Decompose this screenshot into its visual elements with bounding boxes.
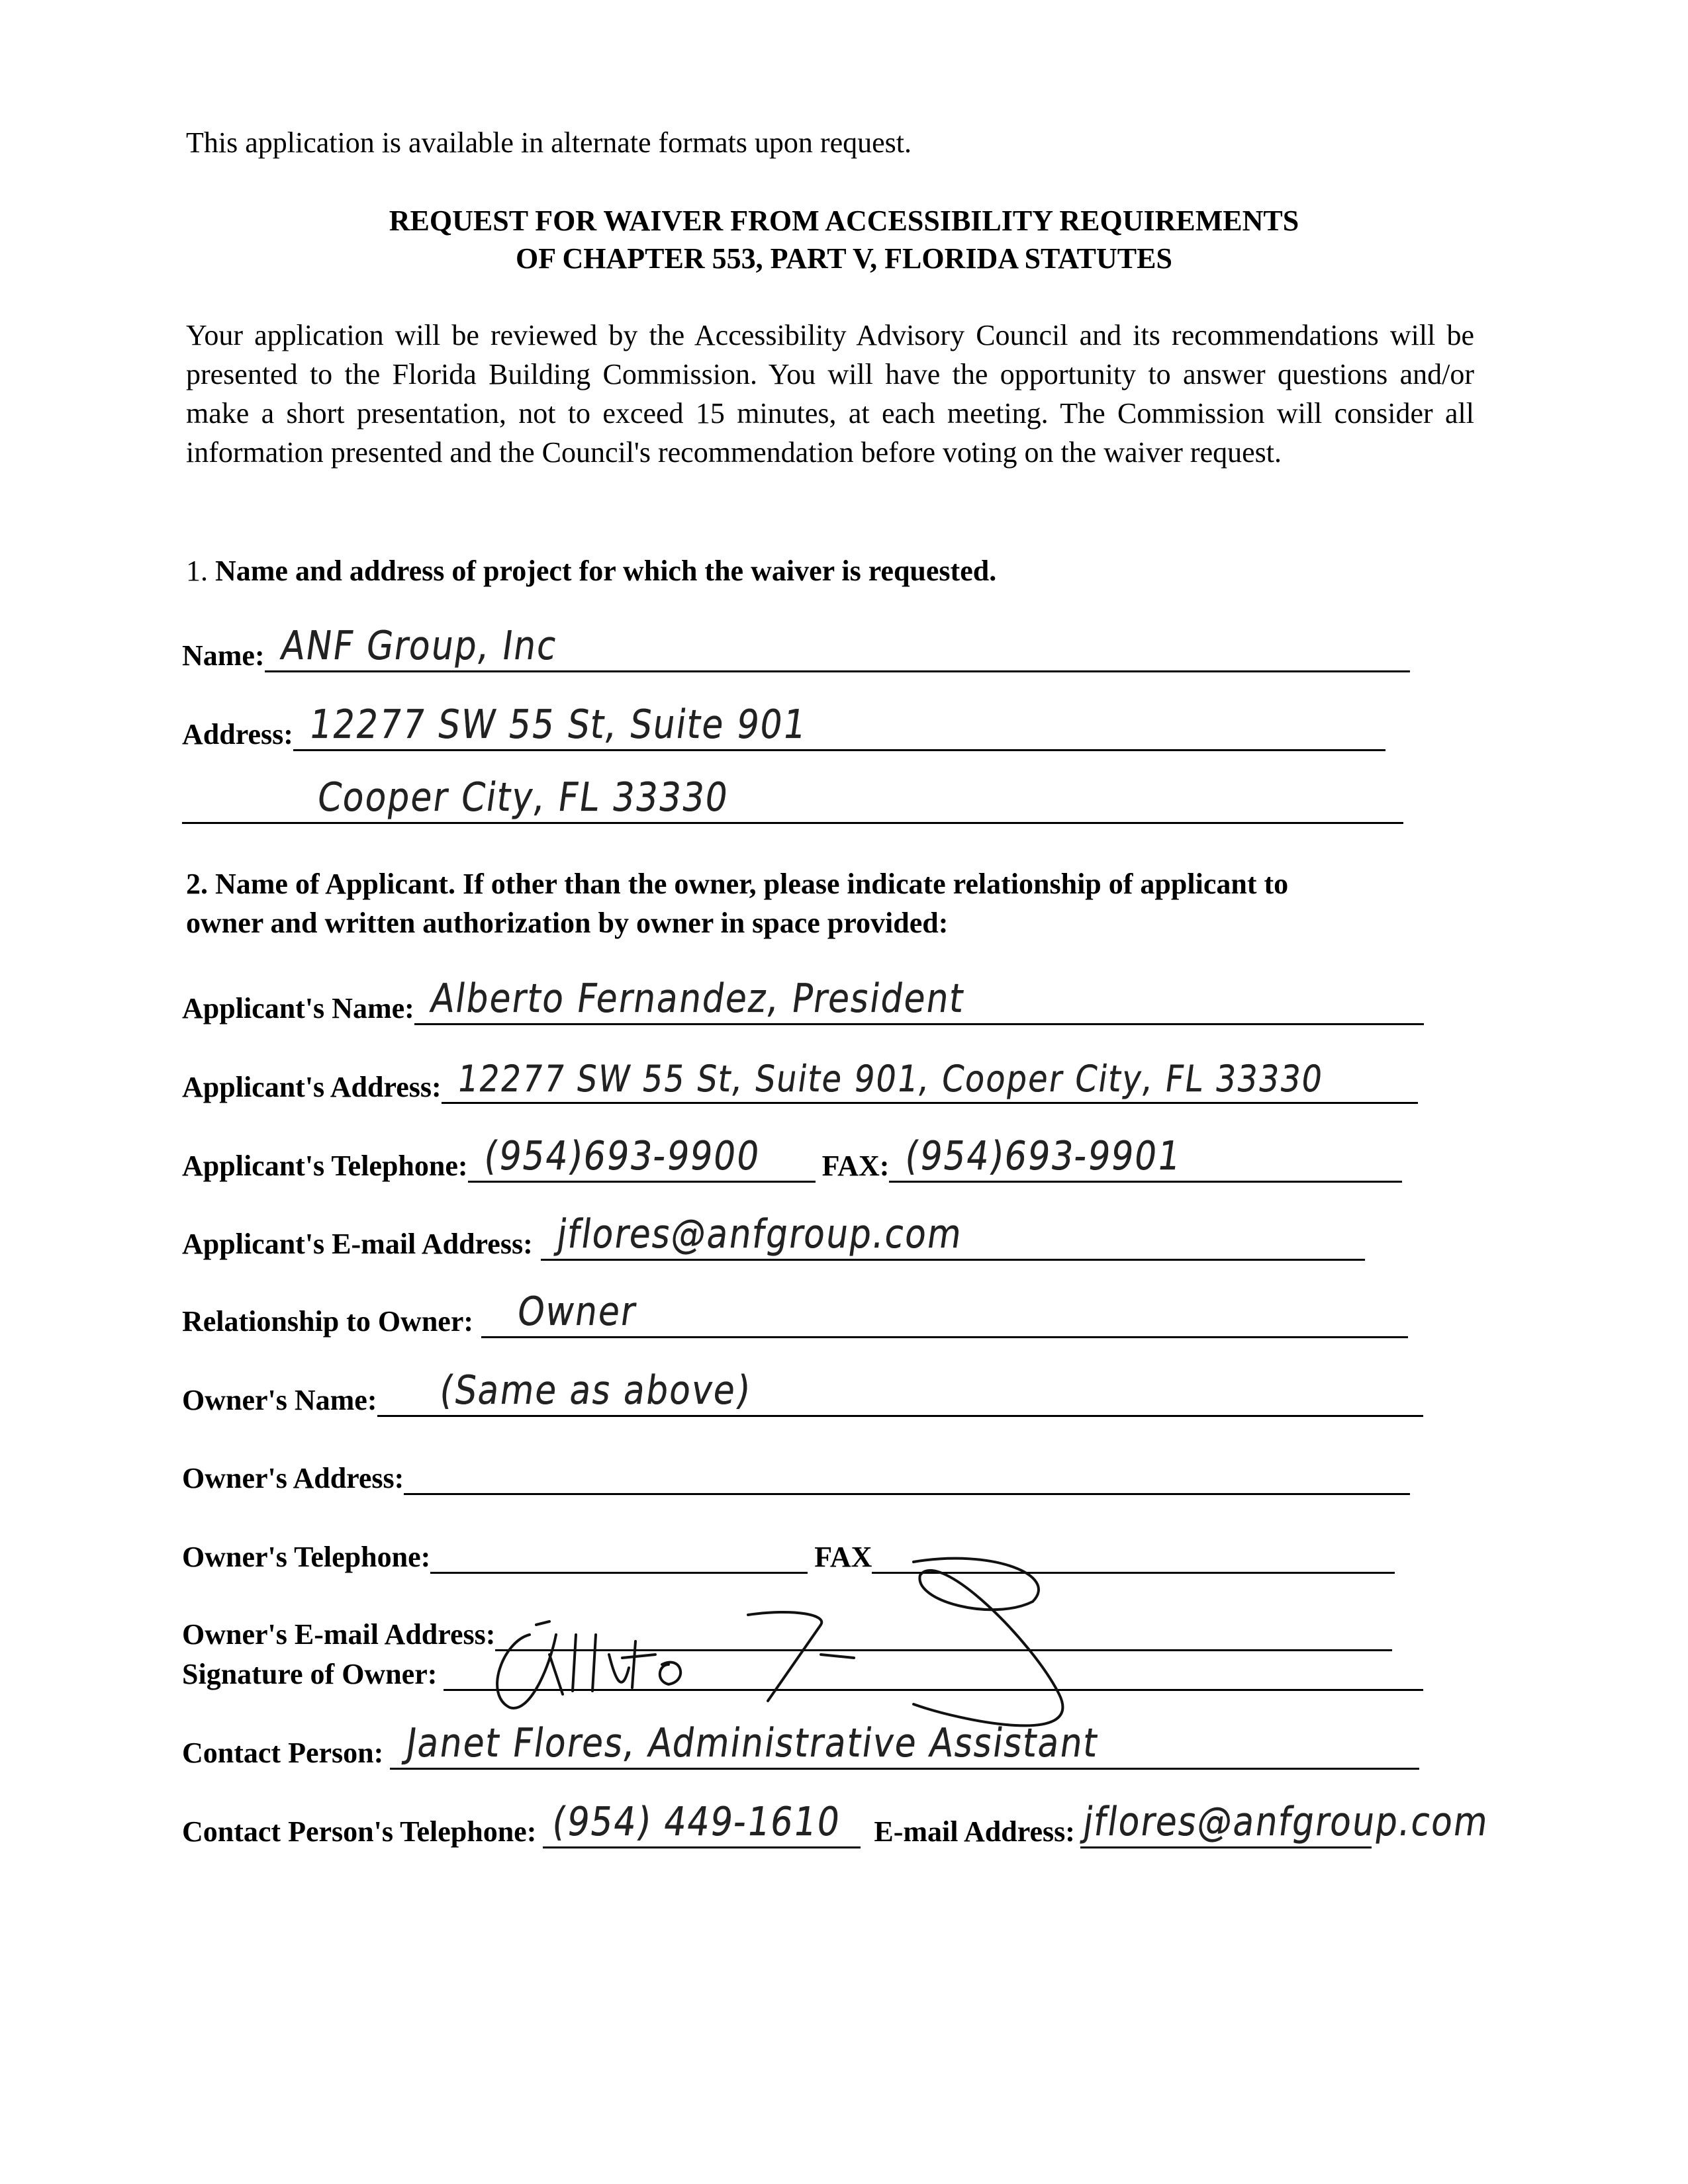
owner-email-label: Owner's E-mail Address: <box>182 1618 496 1651</box>
applicant-name-row <box>182 976 1424 1025</box>
contact-value: Janet Flores, Administrative Assistant <box>403 1721 1102 1766</box>
applicant-email-field[interactable] <box>541 1212 1365 1261</box>
owner-signature-row <box>182 1645 1423 1691</box>
owner-name-value: (Same as above) <box>436 1368 754 1414</box>
applicant-phone-label: Applicant's Telephone: <box>182 1150 468 1182</box>
contact-phone-field[interactable] <box>543 1799 861 1848</box>
contact-label: Contact Person: <box>182 1737 384 1769</box>
project-name-field[interactable] <box>265 623 1410 672</box>
project-address-row <box>182 702 1385 751</box>
owner-phone-label: Owner's Telephone: <box>182 1541 431 1573</box>
applicant-name-field[interactable] <box>414 976 1424 1025</box>
applicant-phone-row <box>182 1136 1402 1183</box>
applicant-address-row <box>182 1058 1418 1104</box>
project-address-row-2 <box>182 775 1403 824</box>
relationship-value: Owner <box>514 1289 640 1335</box>
relationship-field[interactable] <box>481 1289 1408 1338</box>
applicant-fax-label: FAX: <box>821 1150 890 1182</box>
owner-fax-label: FAX <box>814 1541 872 1573</box>
project-address-field-2[interactable] <box>182 775 1403 824</box>
section1-number: 1. <box>186 555 215 587</box>
contact-field[interactable] <box>390 1721 1419 1770</box>
contact-row <box>182 1723 1419 1770</box>
relationship-label: Relationship to Owner: <box>182 1305 473 1338</box>
applicant-address-field[interactable] <box>442 1058 1418 1104</box>
applicant-name-value: Alberto Fernandez, President <box>427 976 968 1022</box>
applicant-name-label: Applicant's Name: <box>182 992 414 1024</box>
owner-signature-field[interactable] <box>444 1649 1423 1691</box>
owner-signature-label: Signature of Owner: <box>182 1658 438 1690</box>
project-address-line1: 12277 SW 55 St, Suite 901 <box>306 702 810 748</box>
owner-phone-row <box>182 1527 1395 1574</box>
owner-address-row <box>182 1449 1410 1495</box>
alternate-formats-note: This application is available in alternate formats upon request. <box>186 126 912 159</box>
project-name-value: ANF Group, Inc <box>277 623 561 669</box>
section1-title: Name and address of project for which the waiver is requested. <box>215 555 997 587</box>
project-address-field-1[interactable] <box>293 702 1385 751</box>
applicant-fax-field[interactable] <box>889 1134 1402 1183</box>
intro-paragraph: Your application will be reviewed by the Accessibility Advisory Council and its recommendations will be presented to the Florida Building Commission. You will have the opportunity to answer questions and/or make a short presentation, not to exceed 15 minutes, at each meeting. The Commission will consider all information presented and the Council's recommendation before voting on the waiver request. <box>186 319 1474 469</box>
applicant-address-label: Applicant's Address: <box>182 1071 442 1103</box>
project-address-label: Address: <box>182 718 293 751</box>
relationship-row <box>182 1289 1408 1338</box>
section1-heading <box>186 551 996 590</box>
section2-heading-2: owner and written authorization by owner in space provided: <box>186 907 949 939</box>
owner-name-row <box>182 1368 1423 1417</box>
applicant-address-value: 12277 SW 55 St, Suite 901, Cooper City, FL 33330 <box>454 1058 1327 1101</box>
applicant-email-label: Applicant's E-mail Address: <box>182 1228 533 1260</box>
owner-name-field[interactable] <box>377 1368 1423 1417</box>
applicant-phone-value: (954)693-9900 <box>481 1134 763 1179</box>
contact-email-label: E-mail Address: <box>874 1815 1075 1848</box>
project-address-line2: Cooper City, FL 33330 <box>314 775 732 821</box>
contact-phone-label: Contact Person's Telephone: <box>182 1815 537 1848</box>
applicant-email-row <box>182 1214 1365 1261</box>
applicant-phone-field[interactable] <box>468 1134 816 1183</box>
applicant-fax-value: (954)693-9901 <box>902 1134 1185 1179</box>
owner-phone-field[interactable] <box>430 1532 808 1574</box>
owner-address-label: Owner's Address: <box>182 1462 404 1494</box>
title-line-1: REQUEST FOR WAIVER FROM ACCESSIBILITY REQUIREMENTS <box>389 205 1299 237</box>
contact-email-field[interactable] <box>1080 1799 1492 1848</box>
title-line-2: OF CHAPTER 553, PART V, FLORIDA STATUTES <box>516 242 1172 275</box>
applicant-email-value: jflores@anfgroup.com <box>553 1212 966 1257</box>
contact-phone-row <box>182 1799 1492 1848</box>
contact-email-value: jflores@anfgroup.com <box>1080 1799 1492 1845</box>
owner-fax-field[interactable] <box>872 1532 1395 1574</box>
owner-address-field[interactable] <box>404 1453 1410 1495</box>
contact-phone-value: (954) 449-1610 <box>549 1799 844 1845</box>
section2-heading-1: 2. Name of Applicant. If other than the owner, please indicate relationship of applicant to <box>186 868 1289 900</box>
owner-name-label: Owner's Name: <box>182 1384 377 1416</box>
project-name-label: Name: <box>182 639 265 672</box>
project-name-row <box>182 623 1410 672</box>
